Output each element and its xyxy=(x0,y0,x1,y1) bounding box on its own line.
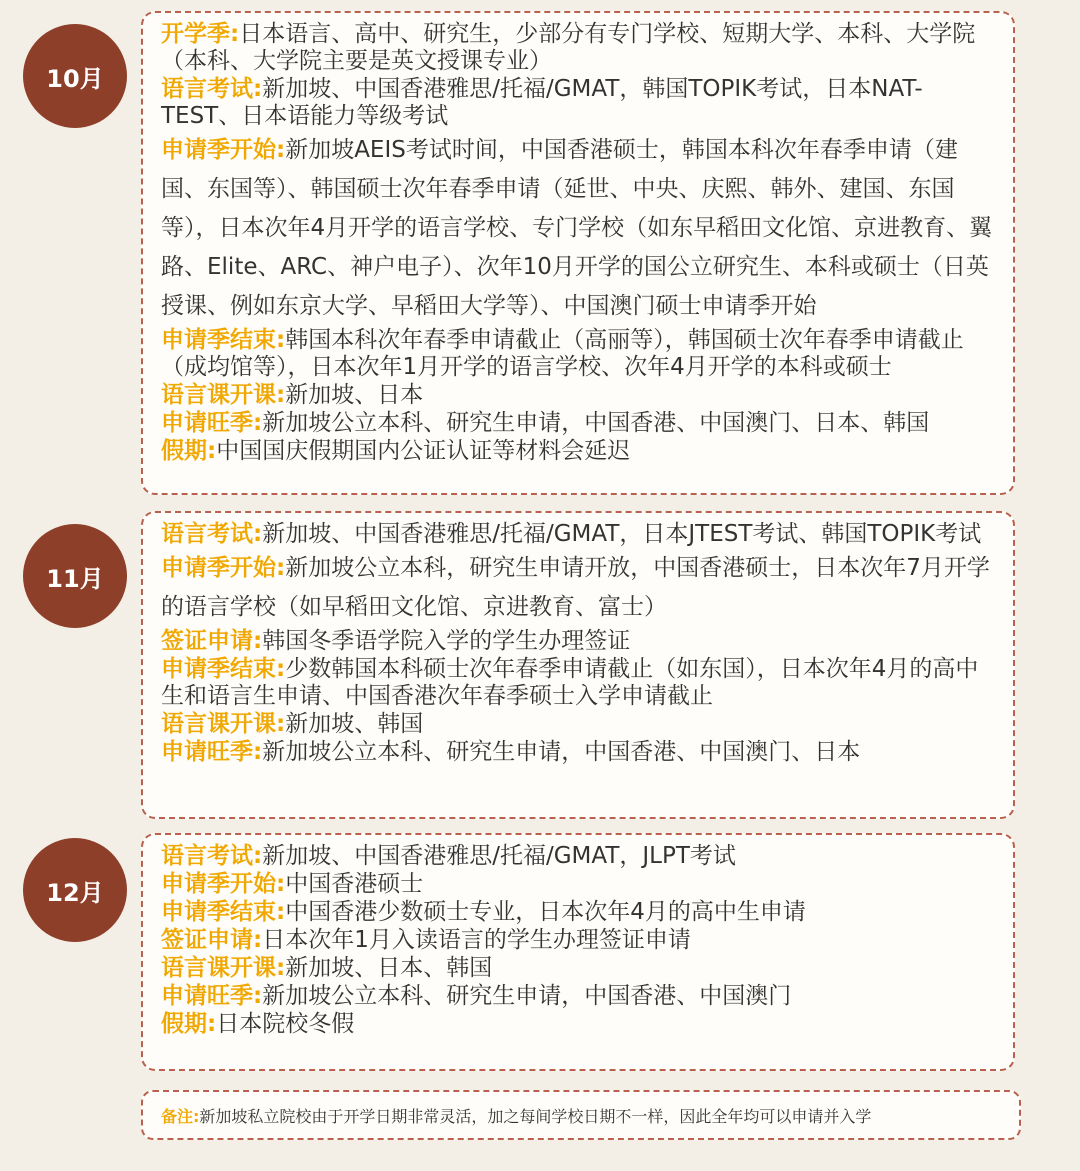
info-row xyxy=(161,21,999,75)
month-badge-november: 11月 xyxy=(23,524,127,628)
row-label: 语言课开课: xyxy=(161,711,286,737)
info-row xyxy=(161,899,999,926)
info-row xyxy=(161,382,999,409)
row-label: 申请旺季: xyxy=(161,739,263,765)
info-row xyxy=(161,131,999,326)
row-text: 新加坡AEIS考试时间，中国香港硕士，韩国本科次年春季申请（建国、东国等）、韩国硕士次年春季申请（延世、中央、庆熙、韩外、建国、东国等），日本次年4月开学的语言学校、专门学校（如东早稻田文化馆、京进教育、翼路、Elite、ARC、神户电子）、次年10月开学的国公立研究生、本科或硕士（日英授课、例如东京大学、早稻田大学等）、中国澳门硕士申请季开始 xyxy=(161,137,993,319)
info-row xyxy=(161,549,999,627)
info-row xyxy=(161,739,999,766)
row-label: 申请季开始: xyxy=(161,871,286,897)
info-row xyxy=(161,927,999,954)
row-text: 新加坡、日本、韩国 xyxy=(285,955,493,981)
row-text: 中国香港硕士 xyxy=(285,871,424,897)
row-label: 语言考试: xyxy=(161,76,263,102)
row-text: 新加坡公立本科、研究生申请，中国香港、中国澳门 xyxy=(262,983,792,1009)
row-text: 日本次年1月入读语言的学生办理签证申请 xyxy=(262,927,691,953)
row-text: 中国香港少数硕士专业，日本次年4月的高中生申请 xyxy=(285,899,806,925)
info-row xyxy=(161,410,999,437)
row-text: 新加坡公立本科、研究生申请，中国香港、中国澳门、日本 xyxy=(262,739,861,765)
row-text: 新加坡、中国香港雅思/托福/GMAT，韩国TOPIK考试，日本NAT-TEST、日本语能力等级考试 xyxy=(161,76,923,129)
month-card-december xyxy=(141,833,1015,1071)
note-label: 备注: xyxy=(161,1106,200,1126)
info-row xyxy=(161,521,999,548)
info-row xyxy=(161,438,999,465)
month-badge-october: 10月 xyxy=(23,24,127,128)
row-label: 语言课开课: xyxy=(161,955,286,981)
info-row xyxy=(161,843,999,870)
info-row xyxy=(161,628,999,655)
row-label: 假期: xyxy=(161,438,217,464)
row-text: 日本语言、高中、研究生，少部分有专门学校、短期大学、本科、大学院（本科、大学院主要是英文授课专业） xyxy=(161,21,976,74)
row-label: 申请旺季: xyxy=(161,410,263,436)
note-text: 新加坡私立院校由于开学日期非常灵活，加之每间学校日期不一样，因此全年均可以申请并入学 xyxy=(199,1106,872,1126)
row-label: 签证申请: xyxy=(161,628,263,654)
row-text: 新加坡公立本科，研究生申请开放，中国香港硕士，日本次年7月开学的语言学校（如早稻田文化馆、京进教育、富士） xyxy=(161,555,990,620)
row-label: 申请季结束: xyxy=(161,656,286,682)
row-text: 新加坡公立本科、研究生申请，中国香港、中国澳门、日本、韩国 xyxy=(262,410,930,436)
row-text: 日本院校冬假 xyxy=(216,1011,355,1037)
note-card xyxy=(141,1090,1021,1140)
row-label: 开学季: xyxy=(161,21,240,47)
row-text: 新加坡、中国香港雅思/托福/GMAT，JLPT考试 xyxy=(262,843,736,869)
row-label: 语言课开课: xyxy=(161,382,286,408)
row-label: 申请季开始: xyxy=(161,555,286,581)
row-text: 新加坡、日本 xyxy=(285,382,424,408)
row-text: 新加坡、韩国 xyxy=(285,711,424,737)
month-badge-december: 12月 xyxy=(23,838,127,942)
row-label: 申请季结束: xyxy=(161,327,286,353)
info-row xyxy=(161,983,999,1010)
row-label: 申请季结束: xyxy=(161,899,286,925)
month-card-october xyxy=(141,11,1015,495)
row-text: 韩国本科次年春季申请截止（高丽等），韩国硕士次年春季申请截止（成均馆等），日本次年1月开学的语言学校、次年4月开学的本科或硕士 xyxy=(161,327,964,380)
info-row xyxy=(161,327,999,381)
row-label: 语言考试: xyxy=(161,521,263,547)
info-row xyxy=(161,76,999,130)
info-row xyxy=(161,955,999,982)
info-row xyxy=(161,871,999,898)
row-text: 少数韩国本科硕士次年春季申请截止（如东国），日本次年4月的高中生和语言生申请、中国香港次年春季硕士入学申请截止 xyxy=(161,656,979,709)
row-label: 申请旺季: xyxy=(161,983,263,1009)
row-label: 申请季开始: xyxy=(161,137,286,163)
row-label: 语言考试: xyxy=(161,843,263,869)
row-label: 签证申请: xyxy=(161,927,263,953)
row-text: 韩国冬季语学院入学的学生办理签证 xyxy=(262,628,631,654)
info-row xyxy=(161,1011,999,1038)
row-label: 假期: xyxy=(161,1011,217,1037)
info-row xyxy=(161,711,999,738)
month-card-november xyxy=(141,511,1015,819)
info-row xyxy=(161,656,999,710)
row-text: 新加坡、中国香港雅思/托福/GMAT，日本JTEST考试、韩国TOPIK考试 xyxy=(262,521,982,547)
row-text: 中国国庆假期国内公证认证等材料会延迟 xyxy=(216,438,631,464)
